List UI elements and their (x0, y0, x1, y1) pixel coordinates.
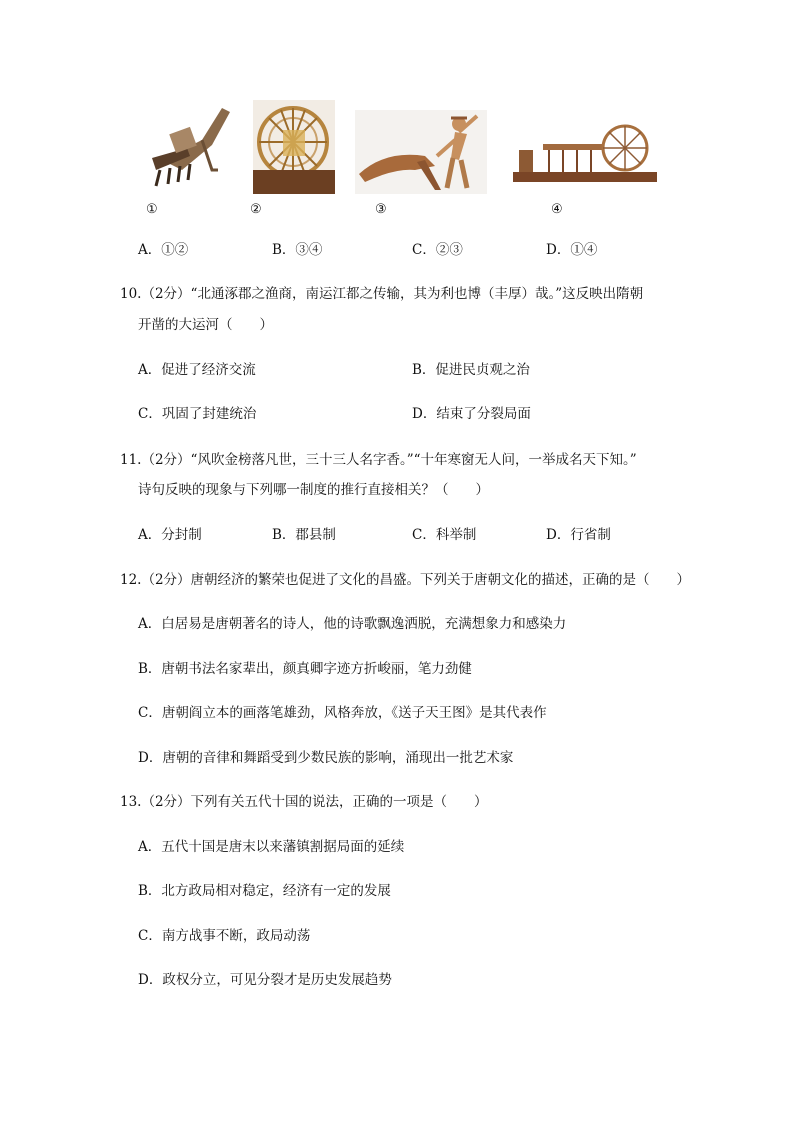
q10-option-a[interactable]: A．促进了经济交流 (138, 362, 256, 378)
q13-option-a[interactable]: A．五代十国是唐末以来藩镇割据局面的延续 (138, 839, 405, 855)
q12-option-c[interactable]: C．唐朝阎立本的画落笔雄劲，风格奔放，《送子天王图》是其代表作 (138, 705, 547, 721)
q11-stem-line1: 11.（2分）“风吹金榜落凡世，三十三人名字香。”“十年寒窗无人问，一举成名天下知。” (120, 452, 637, 468)
q13-stem-line1: 13.（2分）下列有关五代十国的说法，正确的一项是（ ） (120, 794, 488, 810)
q11-option-c[interactable]: C．科举制 (412, 527, 477, 543)
q12-option-a[interactable]: A．白居易是唐朝著名的诗人，他的诗歌飘逸洒脱，充满想象力和感染力 (138, 616, 567, 632)
image-caption-2: ② (250, 202, 262, 217)
q13-option-c[interactable]: C．南方战事不断，政局动荡 (138, 928, 311, 944)
q10-option-d[interactable]: D．结束了分裂局面 (412, 406, 531, 422)
q11-option-a[interactable]: A．分封制 (138, 527, 202, 543)
q10-stem-line2: 开凿的大运河（ ） (138, 317, 273, 333)
q10-option-c[interactable]: C．巩固了封建统治 (138, 406, 257, 422)
spinning-wheel-icon (513, 124, 657, 186)
q12-option-d[interactable]: D．唐朝的音律和舞蹈受到少数民族的影响，涌现出一批艺术家 (138, 750, 514, 766)
q11-option-b[interactable]: B．郡县制 (272, 527, 336, 543)
image-caption-4: ④ (551, 202, 563, 217)
q9-option-a[interactable]: A．①② (138, 242, 189, 258)
curved-plow-icon (142, 100, 234, 190)
q11-option-d[interactable]: D．行省制 (546, 527, 611, 543)
q9-option-c[interactable]: C．②③ (412, 242, 463, 258)
q12-option-b[interactable]: B．唐朝书法名家辈出，颜真卿字迹方折峻丽，笔力劲健 (138, 661, 472, 677)
q12-stem-line1: 12.（2分）唐朝经济的繁荣也促进了文化的昌盛。下列关于唐朝文化的描述，正确的是（ ） (120, 572, 691, 588)
q9-option-b[interactable]: B．③④ (272, 242, 323, 258)
image-caption-1: ① (146, 202, 158, 217)
waterwheel-icon (253, 100, 335, 194)
q10-option-b[interactable]: B．促进民贞观之治 (412, 362, 530, 378)
q10-stem-line1: 10.（2分）“北通涿郡之渔商，南运江都之传输，其为利也博（丰厚）哉。”这反映出隋朝 (120, 286, 644, 302)
q13-option-b[interactable]: B．北方政局相对稳定，经济有一定的发展 (138, 883, 391, 899)
farmer-plowing-icon (355, 110, 487, 194)
q13-option-d[interactable]: D．政权分立，可见分裂才是历史发展趋势 (138, 972, 392, 988)
q11-stem-line2: 诗句反映的现象与下列哪一制度的推行直接相关？（ ） (138, 482, 489, 498)
q9-option-d[interactable]: D．①④ (546, 242, 598, 258)
image-caption-3: ③ (375, 202, 387, 217)
